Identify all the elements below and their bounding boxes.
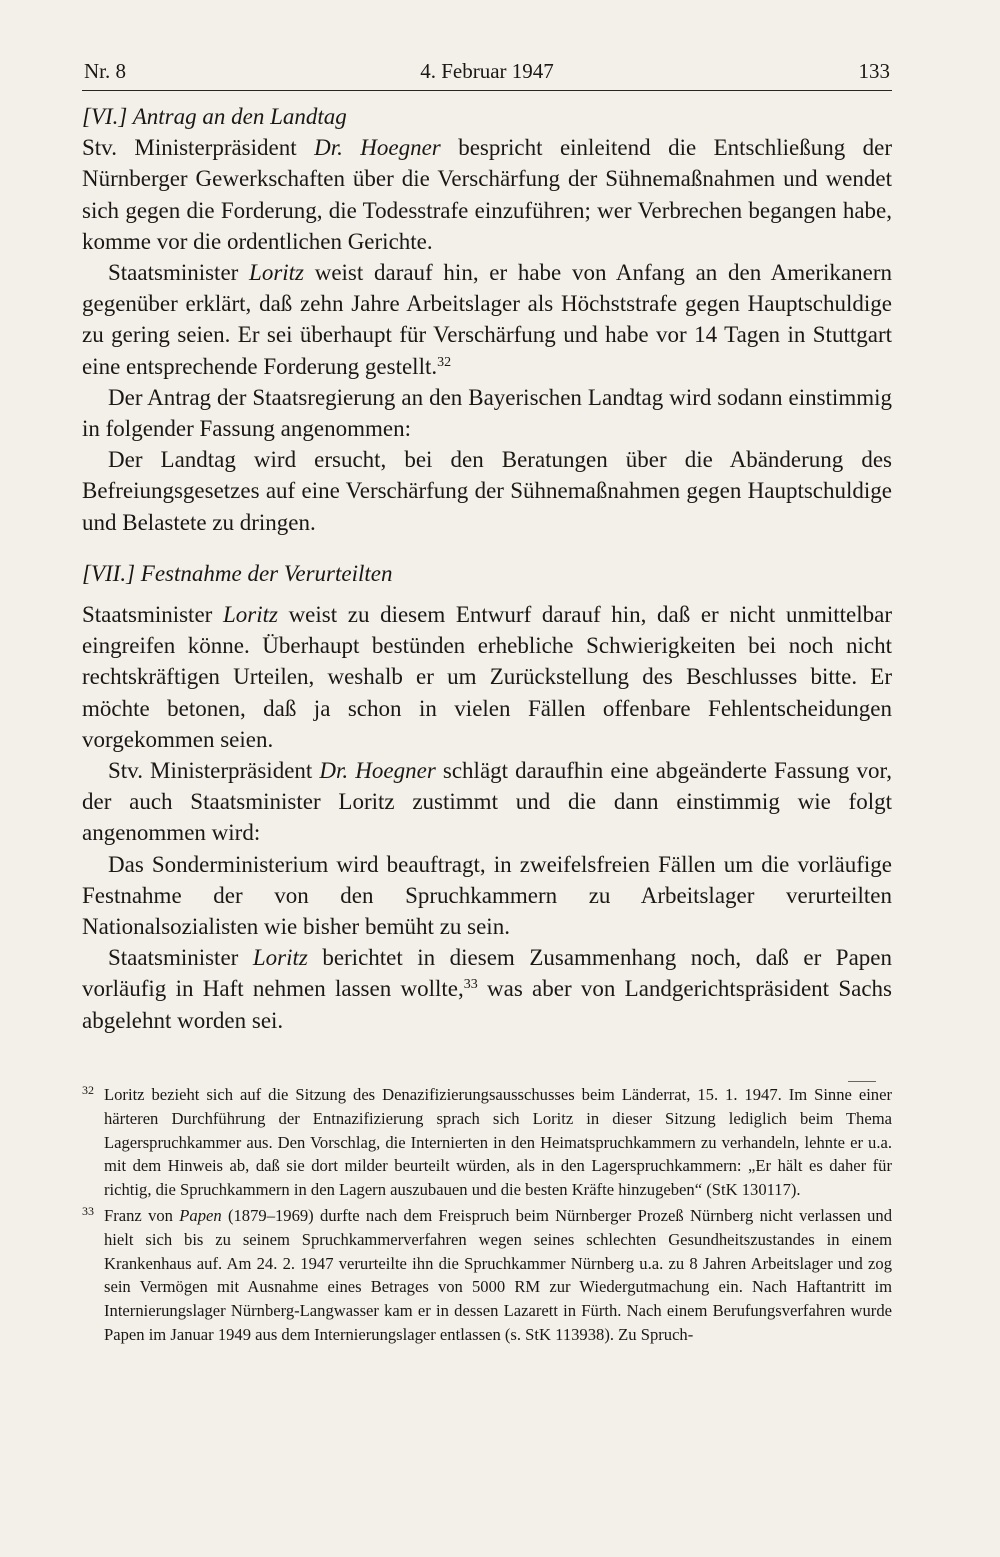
text-run: Franz von <box>104 1205 180 1225</box>
resolution-text: Das Sonderministerium wird beauftragt, in zweifelsfreien Fällen um die vorläufige Festnahme der von den Spruchkammern zu Arbeitslager verurteilten Nationalsozialisten wie bisher bemüht zu sein. <box>82 851 892 940</box>
text-run: berichtet in diesem Zusammenhang noch, daß er Papen vorläufig in Haft nehmen lassen wollte, <box>82 945 892 1002</box>
header-date: 4. Februar 1947 <box>420 59 554 83</box>
page-number: 133 <box>858 59 890 83</box>
person-name: Dr. Hoegner <box>314 135 441 161</box>
section-title: Antrag an den Landtag <box>132 104 347 129</box>
text-run: Stv. Ministerpräsident <box>108 758 320 784</box>
footnote-32 <box>82 1083 892 1202</box>
issue-number: Nr. 8 <box>84 59 126 83</box>
footnote-number: 33 <box>82 1203 94 1218</box>
footnote-33 <box>82 1204 892 1347</box>
text-run: Staatsminister <box>108 945 253 971</box>
section-title: Festnahme der Verurteilten <box>140 560 393 586</box>
resolution-text: Der Landtag wird ersucht, bei den Beratungen über die Abänderung des Befreiungsgesetzes auf eine Verschärfung der Sühnemaßnahmen gegen Hauptschuldige und Belastete zu dringen. <box>82 447 892 535</box>
paragraph <box>82 132 892 257</box>
text-run: bespricht einleitend die Entschließung der Nürnberger Gewerkschaften über die Verschärfung der Sühnemaßnahmen und wendet sich gegen die Forderung, die Todesstrafe einzuführen; wer Verbrechen begangen habe, komme vor die ordentlichen Gerichte. <box>82 135 893 254</box>
main-text <box>82 101 892 1036</box>
text-run: Staatsminister <box>108 260 250 286</box>
footnote-text: Loritz bezieht sich auf die Sitzung des Denazifizierungsausschusses beim Länderrat, 15. 1. 1947. Im Sinne einer härteren Durchführung der Entnazifizierung sprach sich Loritz in dieser Sitzung lediglich beim Thema Lagerspruchkammer aus. Den Vorschlag, die Internierten in den Heimatspruchkammern zu verhandeln, lehnte er u.a. mit dem Hinweis ab, daß sie dort milder beurteilt würden, als in den Lagerspruchkammern: „Er hält es daher für richtig, die Spruchkammern in den Lagern auszubauen und die besten Kräfte hinzugeben“ (StK 130117). <box>104 1085 892 1200</box>
person-name: Loritz <box>222 602 278 628</box>
text-run: Stv. Ministerpräsident <box>82 135 315 161</box>
footnote-number: 32 <box>82 1083 94 1097</box>
paragraph <box>82 599 892 755</box>
footnote-ref[interactable]: 32 <box>437 354 452 370</box>
text-run: Staatsminister <box>82 602 223 628</box>
text-run: weist zu diesem Entwurf darauf hin, daß er nicht unmittelbar eingreifen könne. Überhaupt bestünden erhebliche Schwierigkeiten bei noch nicht rechtskräftigen Urteilen, weshalb er um Zurückstellung des Beschlusses bitte. Er möchte betonen, daß ja schon in vielen Fällen offenbare Fehlentscheidungen vorgekommen seien. <box>82 602 892 752</box>
section-label: [VII.] <box>82 560 136 586</box>
footnotes <box>82 1083 892 1347</box>
person-name: Loritz <box>252 945 308 971</box>
text-run: was aber von Landgerichtspräsident Sachs abgelehnt worden sei. <box>82 976 892 1033</box>
page <box>82 56 892 1036</box>
paragraph: Der Antrag der Staatsregierung an den Bayerischen Landtag wird sodann einstimmig in folgender Fassung angenommen: <box>82 384 892 442</box>
paragraph <box>82 942 892 1036</box>
section-heading-vi <box>82 101 892 132</box>
paragraph <box>82 755 892 849</box>
text-run: weist darauf hin, er habe von Anfang an den Amerikanern gegenüber erklärt, daß zehn Jahre Arbeitslager als Höchststrafe gegen Hauptschuldige zu gering seien. Er sei überhaupt für Verschärfung und habe vor 14 Tagen in Stuttgart eine entsprechende Forderung gestellt. <box>82 260 892 379</box>
person-name: Dr. Hoegner <box>319 758 436 784</box>
text-run: (1879–1969) durfte nach dem Freispruch beim Nürnberger Prozeß Nürnberg nicht verlassen und hielt sich bis zu seinem Spruchkammerverfahren wegen seines schlechten Gesundheitszustandes in einem Krankenhaus auf. Am 24. 2. 1947 verurteilte ihn die Spruchkammer Nürnberg u.a. zu 8 Jahren Arbeitslager und zog sein Vermögen mit Ausnahme eines Betrages von 5000 RM zur Wiedergutmachung ein. Nach Haftantritt im Internierungslager Nürnberg-Langwasser kam er in dessen Lazarett in Fürth. Nach einem Berufungsverfahren wurde Papen im Januar 1949 aus dem Internierungslager entlassen (s. StK 113938). Zu Spruch- <box>104 1205 892 1344</box>
footnote-ref[interactable]: 33 <box>463 977 478 993</box>
section-heading-vii <box>82 558 892 589</box>
footnote-separator <box>848 1081 876 1082</box>
person-name: Loritz <box>249 260 305 286</box>
paragraph <box>82 257 892 382</box>
running-header <box>82 56 892 91</box>
section-label: [VI.] <box>82 104 128 129</box>
person-name: Papen <box>179 1205 222 1225</box>
text-run: schlägt daraufhin eine abgeänderte Fassung vor, der auch Staatsminister Loritz zustimmt und die dann einstimmig wie folgt angenommen wird: <box>82 758 893 846</box>
